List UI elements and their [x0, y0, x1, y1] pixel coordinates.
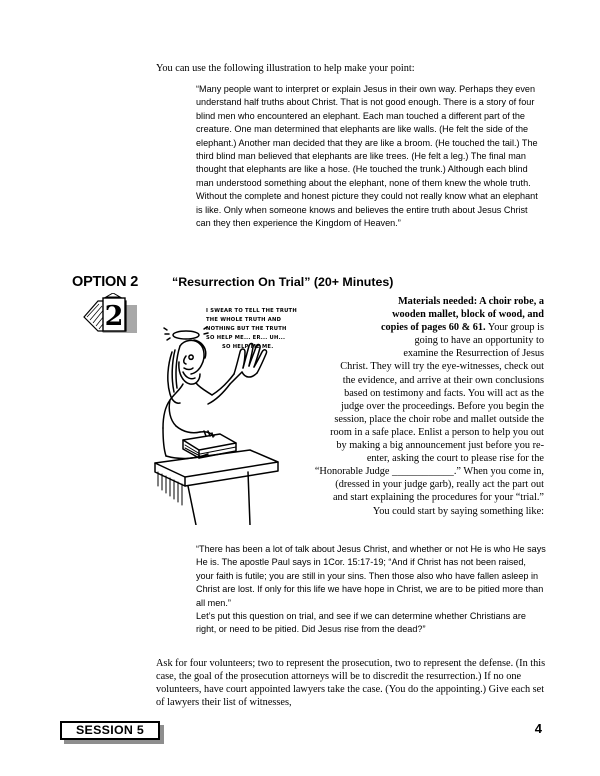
materials-body-text: [202, 295, 544, 518]
svg-text:NOTHING BUT THE TRUTH: NOTHING BUT THE TRUTH: [206, 326, 287, 332]
session-badge: [60, 721, 164, 744]
svg-text:I SWEAR TO TELL THE TRUTH: I SWEAR TO TELL THE TRUTH: [206, 308, 297, 314]
option-heading: [72, 274, 542, 292]
materials-line: examine the Resurrection of Jesus: [403, 348, 544, 360]
trial-quote-paragraph: “There has been a lot of talk about Jesus Christ, and whether or not He is who He says He is. The apostle Paul says in 1Cor. 15:17-19; “And if Christ has not been raised, your faith is futile; you are still in your sins. Then those also who have fallen asleep in Christ are lost. If only for this life we have hope in Christ, we are to be pitied more than all men.”: [196, 544, 546, 608]
materials-line: judge over the proceedings. Before you begin the: [340, 400, 544, 412]
materials-line: going to have an opportunity to: [414, 335, 544, 347]
materials-line: by making a big announcement just before you re-: [336, 440, 544, 452]
page-number: 4: [534, 721, 542, 736]
materials-line: based on testimony and facts. You will act as the: [344, 387, 544, 399]
materials-line: Materials needed: A choir robe, a: [397, 296, 544, 307]
elephant-illustration-quote: “Many people want to interpret or explain Jesus in their own way. Perhaps they even understand half truths about Christ. That is not good enough. There is a story of four blind men who encountered an elephant. Each man touched a different part of the creature. One man determined that elephants are like walls. (He felt the side of the elephant.) Another man decided that they are like a broom. (He touched the tail.) The third blind man believed that elephants are like trees. (He felt a leg.) The final man thought that elephants are like a hose. (He touched the trunk.) Although each blind man understood something about the elephant, none of them knew the whole truth. Without the complete and honest picture they could not really know what an elephant is like. Only when someone knows and believes the entire truth about Jesus Christ can they then experience the Kingdom of Heaven.”: [196, 84, 538, 229]
trial-opening-script: [196, 543, 546, 637]
closing-instructions-paragraph: Ask for four volunteers; two to represent the prosecution, two to represent the defense. (In this case, the goal of the prosecution attorneys will be to discredit the resurrection.) If no one volunteers, have court appointed lawyers take the case. (You do the appointing.) Give each set of lawyers their list of witnesses,: [156, 658, 546, 709]
materials-line: wooden mallet, block of wood, and: [392, 309, 544, 321]
materials-line: enter, asking the court to please rise for the: [366, 453, 544, 465]
materials-line: (dressed in your judge garb), really act the part out: [335, 479, 544, 491]
option-number-badge: [82, 293, 144, 339]
trial-quote-paragraph: Let’s put this question on trial, and see if we can determine whether Christians are right, or need to be pitied. Did Jesus rise from the dead?”: [196, 611, 526, 635]
materials-line: session, place the choir robe and mallet outside the: [334, 413, 544, 425]
intro-line: You can use the following illustration to help make your point:: [156, 63, 415, 74]
materials-line: Christ. They will try the eye-witnesses, check out: [340, 361, 544, 373]
materials-line: room in a safe place. Enlist a person to help you out: [330, 426, 544, 438]
svg-text:SO HELP ME ME.: SO HELP ME ME.: [222, 344, 274, 350]
option-badge-numeral: 2: [104, 301, 124, 332]
materials-line: and start explaining the procedures for your “trial.”: [332, 492, 544, 504]
option-label: OPTION 2: [72, 274, 139, 290]
materials-bold-run: copies of pages 60 & 61.: [380, 322, 486, 334]
materials-line: “Honorable Judge ____________.” When you come in,: [314, 466, 544, 478]
option-title: “Resurrection On Trial” (20+ Minutes): [172, 275, 394, 289]
svg-text:SO HELP ME... ER... UH...: SO HELP ME... ER... UH...: [206, 335, 286, 341]
materials-line: the evidence, and arrive at their own conclusions: [342, 374, 544, 386]
option-badge-icon: [82, 293, 144, 339]
session-badge-label: SESSION 5: [75, 723, 145, 737]
materials-line: copies of pages 60 & 61. Your group is: [380, 322, 544, 334]
svg-text:THE WHOLE TRUTH AND: THE WHOLE TRUTH AND: [206, 317, 282, 323]
materials-line: You could start by saying something like:: [372, 505, 544, 517]
